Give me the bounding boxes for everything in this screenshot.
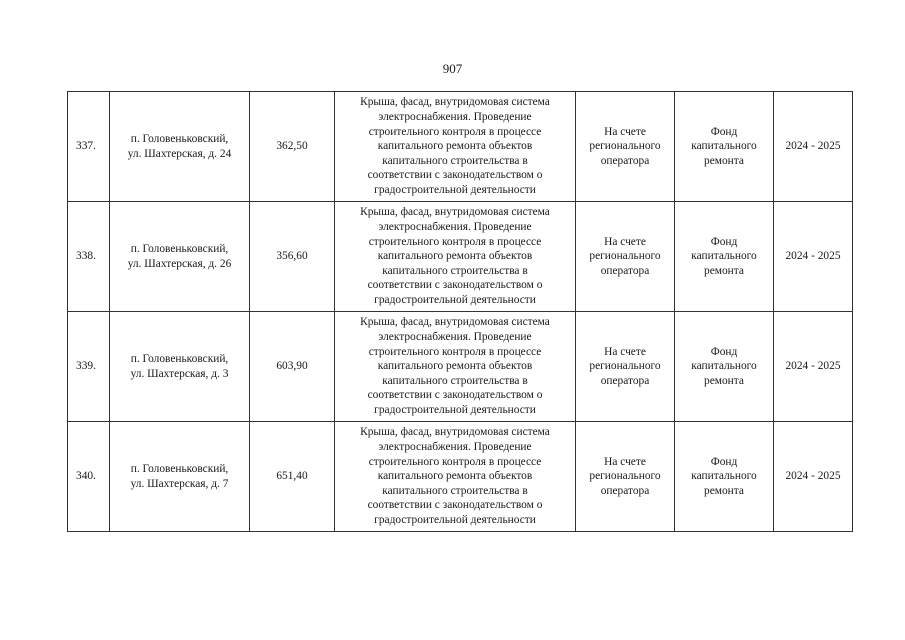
works-line: соответствии с законодательством о [367, 389, 543, 402]
fund-line: капитального [691, 470, 757, 483]
works-line: Крыша, фасад, внутридомовая система [360, 426, 550, 439]
account-line: оператора [600, 484, 650, 497]
address-settlement: п. Головеньковский, [130, 352, 229, 365]
works-line: Крыша, фасад, внутридомовая система [360, 316, 550, 329]
account-line: На счете [604, 345, 646, 358]
works-line: соответствии с законодательством о [367, 279, 543, 292]
fund-line: капитального [691, 360, 757, 373]
period-cell: 2024 - 2025 [774, 312, 853, 422]
account-line: регионального [589, 470, 661, 483]
page-number: 907 [442, 61, 463, 76]
account-cell [576, 202, 675, 312]
account-line: На счете [604, 125, 646, 138]
account-line: регионального [589, 360, 661, 373]
account-line: оператора [600, 264, 650, 277]
fund-line: Фонд [710, 455, 738, 468]
works-line: капитального строительства в [382, 484, 528, 497]
area-cell: 356,60 [250, 202, 335, 312]
address-cell [110, 422, 250, 532]
period-cell: 2024 - 2025 [774, 92, 853, 202]
area-cell: 603,90 [250, 312, 335, 422]
account-line: На счете [604, 455, 646, 468]
address-cell [110, 202, 250, 312]
fund-line: ремонта [704, 264, 744, 277]
works-line: соответствии с законодательством о [367, 499, 543, 512]
fund-line: ремонта [704, 154, 744, 167]
works-line: Крыша, фасад, внутридомовая система [360, 206, 550, 219]
area-cell: 362,50 [250, 92, 335, 202]
fund-cell [675, 92, 774, 202]
works-line: капитального ремонта объектов [377, 250, 533, 263]
fund-line: ремонта [704, 484, 744, 497]
row-number: 340. [68, 422, 110, 532]
works-line: строительного контроля в процессе [368, 235, 542, 248]
fund-cell [675, 202, 774, 312]
period-cell: 2024 - 2025 [774, 202, 853, 312]
address-settlement: п. Головеньковский, [130, 462, 229, 475]
capital-repair-table [67, 91, 853, 532]
works-line: строительного контроля в процессе [368, 455, 542, 468]
address-street: ул. Шахтерская, д. 7 [130, 477, 229, 490]
works-line: капитального строительства в [382, 154, 528, 167]
fund-line: капитального [691, 140, 757, 153]
account-cell [576, 422, 675, 532]
works-line: электроснабжения. Проведение [378, 221, 532, 234]
works-cell [335, 202, 576, 312]
account-line: На счете [604, 235, 646, 248]
works-line: капитального строительства в [382, 374, 528, 387]
row-number: 338. [68, 202, 110, 312]
table-row [68, 312, 853, 422]
table-row [68, 202, 853, 312]
works-line: электроснабжения. Проведение [378, 111, 532, 124]
fund-line: Фонд [710, 235, 738, 248]
table-row [68, 92, 853, 202]
account-line: оператора [600, 154, 650, 167]
account-cell [576, 312, 675, 422]
works-line: капитального ремонта объектов [377, 140, 533, 153]
address-cell [110, 312, 250, 422]
address-street: ул. Шахтерская, д. 24 [127, 147, 232, 160]
works-line: электроснабжения. Проведение [378, 331, 532, 344]
fund-line: ремонта [704, 374, 744, 387]
account-line: оператора [600, 374, 650, 387]
works-cell [335, 422, 576, 532]
works-line: строительного контроля в процессе [368, 345, 542, 358]
account-cell [576, 92, 675, 202]
works-line: электроснабжения. Проведение [378, 441, 532, 454]
works-line: соответствии с законодательством о [367, 169, 543, 182]
area-cell: 651,40 [250, 422, 335, 532]
fund-line: Фонд [710, 345, 738, 358]
row-number: 339. [68, 312, 110, 422]
works-line: градостроительной деятельности [374, 183, 536, 196]
fund-cell [675, 422, 774, 532]
works-line: капитального ремонта объектов [377, 360, 533, 373]
address-street: ул. Шахтерская, д. 26 [127, 257, 232, 270]
works-line: капитального ремонта объектов [377, 470, 533, 483]
works-line: градостроительной деятельности [374, 293, 536, 306]
works-cell [335, 312, 576, 422]
row-number: 337. [68, 92, 110, 202]
fund-line: капитального [691, 250, 757, 263]
works-line: строительного контроля в процессе [368, 125, 542, 138]
works-line: Крыша, фасад, внутридомовая система [360, 96, 550, 109]
works-line: градостроительной деятельности [374, 513, 536, 526]
works-line: градостроительной деятельности [374, 403, 536, 416]
address-street: ул. Шахтерская, д. 3 [130, 367, 229, 380]
address-settlement: п. Головеньковский, [130, 132, 229, 145]
account-line: регионального [589, 250, 661, 263]
table-row [68, 422, 853, 532]
address-cell [110, 92, 250, 202]
works-cell [335, 92, 576, 202]
account-line: регионального [589, 140, 661, 153]
period-cell: 2024 - 2025 [774, 422, 853, 532]
works-line: капитального строительства в [382, 264, 528, 277]
address-settlement: п. Головеньковский, [130, 242, 229, 255]
fund-line: Фонд [710, 125, 738, 138]
fund-cell [675, 312, 774, 422]
